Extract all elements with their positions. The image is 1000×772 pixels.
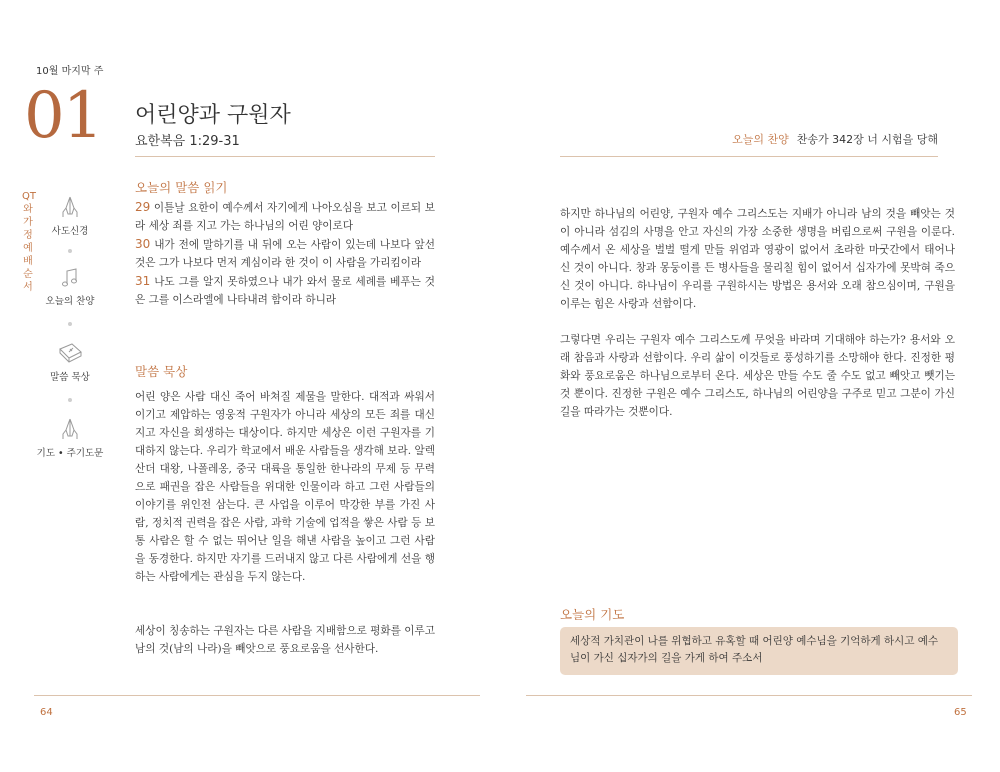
- scripture-passage: [135, 198, 435, 309]
- praise-label: 오늘의 찬양: [732, 133, 789, 146]
- verse: [135, 198, 435, 235]
- header-rule-left: [135, 156, 435, 157]
- footer-rule-left: [34, 695, 480, 696]
- scripture-reference: 요한복음 1:29-31: [135, 134, 240, 149]
- sidebar-divider-dot: [68, 398, 72, 402]
- meditation-heading: 말씀 묵상: [135, 364, 188, 379]
- verse-text: 나도 그를 알지 못하였으나 내가 와서 물로 세례를 베푸는 것은 그를 이스라엘에 나타내려 함이라 하니라: [135, 276, 435, 306]
- verse-text: 이튿날 요한이 예수께서 자기에게 나아오심을 보고 이르되 보라 세상 죄를 지고 가는 하나님의 어린 양이로다: [135, 202, 435, 232]
- music-note-icon: [57, 266, 83, 290]
- verse-number: 29: [135, 200, 151, 214]
- sidebar-item-todays-praise: [30, 266, 110, 307]
- reading-heading: 오늘의 말씀 읽기: [135, 180, 228, 195]
- sidebar-item-label: 사도신경: [51, 226, 89, 237]
- verse: [135, 235, 435, 272]
- sidebar-vertical-label: QT와 가정예배 순서: [22, 191, 36, 293]
- verse-number: 30: [135, 237, 151, 251]
- meditation-paragraph: 어린 양은 사람 대신 죽어 바쳐질 제물을 말한다. 대적과 싸워서 이기고 제압하는 영웅적 구원자가 아니라 세상의 모든 죄를 대신 지고 자신을 희생하는 대상이다. 하지만 세상은 이런 구원자를 기대하지 않는다. 우리가 학교에서 배운 사람들을 생각해 보라. 알렉산더 대왕, 나폴레옹, 중국 대륙을 통일한 한나라의 무제 등 무력으로 패권을 잡은 사람들을 위대한 인물이라 하고 그런 사람들의 이야기를 위인전 삼는다. 큰 사업을 이루어 막강한 부를 가진 사람, 정치적 권력을 잡은 사람, 과학 기술에 업적을 쌓은 사람 등 보통 사람은 할 수 없는 뛰어난 일을 해낸 사람을 높이고 그런 사람을 동경한다. 하지만 자기를 드러내지 않고 다른 사람에게 선을 행하는 사람에게는 관심을 두지 않는다.: [135, 391, 435, 583]
- sidebar-item-meditation: [30, 340, 110, 383]
- sidebar-divider-dot: [68, 322, 72, 326]
- todays-praise: [732, 131, 938, 147]
- prayer-text: 세상적 가치관이 나를 위협하고 유혹할 때 어린양 예수님을 기억하게 하시고 예수님이 가신 십자가의 길을 가게 하여 주소서: [570, 635, 939, 664]
- footer-rule-right: [526, 695, 972, 696]
- verse-number: 31: [135, 274, 151, 288]
- praise-song: 찬송가 342장 너 시험을 당해: [796, 133, 938, 146]
- meditation-paragraph: 그렇다면 우리는 구원자 예수 그리스도께 무엇을 바라며 기대해야 하는가? 용서와 오래 참음과 사랑과 선함이다. 우리 삶이 이것들로 풍성하기를 소망해야 한다. 진정한 평화와 풍요로움은 하나님으로부터 온다. 세상은 만들 수도 줄 수도 없고 빼앗고 뺏기는 것 뿐이다. 진정한 구원은 예수 그리스도, 하나님의 어린양을 구주로 믿고 그분이 가신 길을 따라가는 것뿐이다.: [560, 334, 955, 418]
- sidebar-item-label: 오늘의 찬양: [45, 296, 95, 307]
- header-rule-right: [560, 156, 938, 157]
- sidebar-divider-dot: [68, 249, 72, 253]
- verse: [135, 272, 435, 309]
- praying-hands-icon: [57, 194, 83, 220]
- meditation-paragraph: 세상이 칭송하는 구원자는 다른 사람을 지배함으로 평화를 이루고 남의 것(남의 나라)을 빼앗으로 풍요로움을 선사한다.: [135, 625, 435, 655]
- verse-text: 내가 전에 말하기를 내 뒤에 오는 사람이 있는데 나보다 앞선 것은 그가 나보다 먼저 계심이라 한 것이 이 사람을 가리킴이라: [135, 239, 435, 269]
- sidebar-item-apostles-creed: [30, 194, 110, 237]
- praying-hands-icon: [57, 416, 83, 442]
- week-label: 10월 마지막 주: [36, 66, 104, 77]
- prayer-box: [560, 627, 958, 675]
- sidebar-item-prayer: [30, 416, 110, 459]
- prayer-heading: 오늘의 기도: [560, 607, 625, 622]
- page-number-left: 64: [40, 707, 53, 718]
- sidebar-item-label: 기도 • 주기도문: [36, 448, 104, 459]
- page-title: 어린양과 구원자: [135, 103, 291, 128]
- meditation-paragraph: 하지만 하나님의 어린양, 구원자 예수 그리스도는 지배가 아니라 남의 것을 빼앗는 것이 아니라 섬김의 사명을 안고 자신의 가장 소중한 생명을 버림으로써 구원을 이룬다. 예수께서 온 세상을 벌벌 떨게 만들 위엄과 영광이 없어서 초라한 마굿간에서 태어나신 것이 아니다. 창과 몽둥이를 든 병사들을 물리칠 힘이 없어서 십자가에 못박혀 죽으신 것이 아니다. 하나님이 우리를 구원하시는 방법은 용서와 오래 참으심이며, 구원을 이루는 힘은 사랑과 선함이다.: [560, 208, 955, 310]
- sidebar-item-label: 말씀 묵상: [50, 372, 90, 383]
- day-number: 01: [24, 79, 102, 153]
- bible-icon: [56, 340, 84, 366]
- page-number-right: 65: [954, 707, 967, 718]
